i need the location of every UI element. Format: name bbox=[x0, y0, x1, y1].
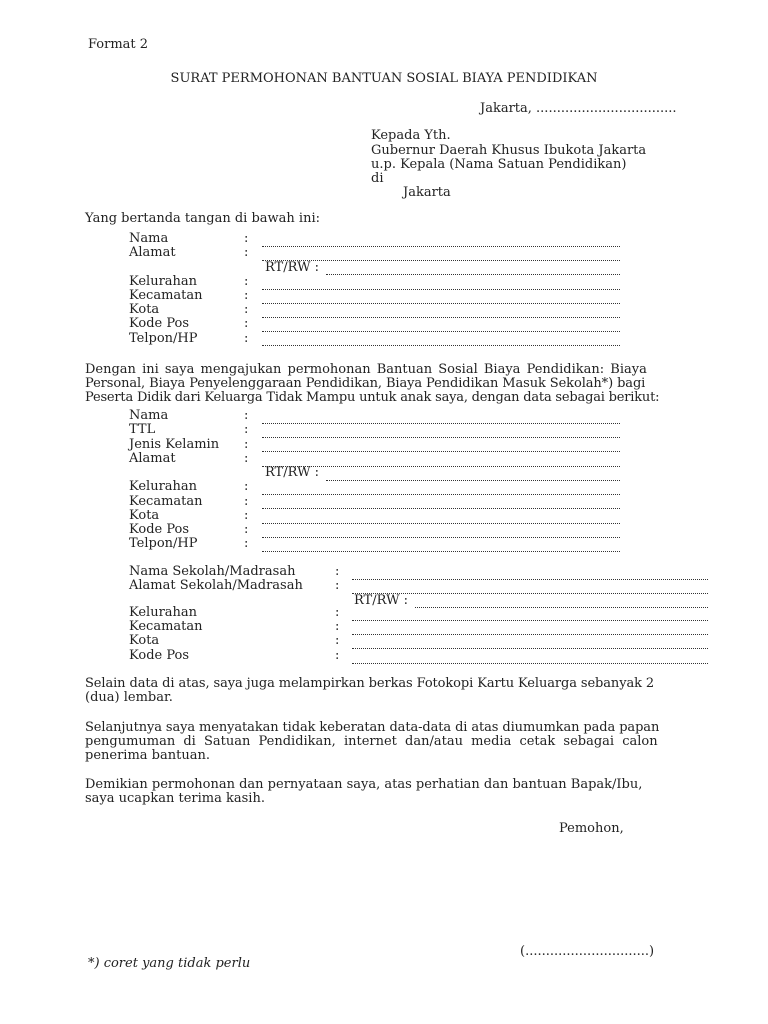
request-line-2: Personal, Biaya Penyelenggaraan Pendidikan, Biaya Pendidikan Masuk Sekolah*) bagi bbox=[85, 376, 646, 391]
applicant-kelurahan-label: Kelurahan bbox=[129, 274, 198, 289]
field-colon: : bbox=[244, 331, 249, 346]
recipient-line-5: Jakarta bbox=[403, 185, 451, 200]
school-kota-field[interactable] bbox=[352, 648, 708, 649]
school-name-field[interactable] bbox=[352, 579, 708, 580]
consent-line-3: penerima bantuan. bbox=[85, 748, 210, 763]
field-colon: : bbox=[335, 619, 340, 634]
recipient-line-2: Gubernur Daerah Khusus Ibukota Jakarta bbox=[371, 143, 647, 158]
school-address-label: Alamat Sekolah/Madrasah bbox=[129, 578, 303, 593]
student-jenis-kelamin-field[interactable] bbox=[262, 451, 620, 452]
consent-line-1: Selanjutnya saya menyatakan tidak keberatan data-data di atas diumumkan pada papan bbox=[85, 720, 660, 735]
applicant-kota-field[interactable] bbox=[262, 317, 620, 318]
applicant-rtrw-label: RT/RW : bbox=[265, 260, 319, 275]
student-telpon-field[interactable] bbox=[262, 551, 620, 552]
school-kota-label: Kota bbox=[129, 633, 160, 648]
student-kecamatan-label: Kecamatan bbox=[129, 494, 203, 509]
school-kodepos-field[interactable] bbox=[352, 663, 708, 664]
student-kota-field[interactable] bbox=[262, 523, 620, 524]
format-label: Format 2 bbox=[88, 37, 149, 52]
applicant-kodepos-label: Kode Pos bbox=[129, 316, 190, 331]
applicant-kelurahan-field[interactable] bbox=[262, 289, 620, 290]
field-colon: : bbox=[244, 231, 249, 246]
school-name-label: Nama Sekolah/Madrasah bbox=[129, 564, 296, 579]
field-colon: : bbox=[244, 422, 249, 437]
applicant-telpon-label: Telpon/HP bbox=[129, 331, 198, 346]
intro-text: Yang bertanda tangan di bawah ini: bbox=[85, 211, 320, 226]
student-rtrw-label: RT/RW : bbox=[265, 465, 319, 480]
attachment-line-1: Selain data di atas, saya juga melampirkan berkas Fotokopi Kartu Keluarga sebanyak 2 bbox=[85, 676, 655, 691]
field-colon: : bbox=[335, 605, 340, 620]
applicant-nama-field[interactable] bbox=[262, 246, 620, 247]
school-kodepos-label: Kode Pos bbox=[129, 648, 190, 663]
applicant-nama-label: Nama bbox=[129, 231, 169, 246]
field-colon: : bbox=[244, 522, 249, 537]
field-colon: : bbox=[244, 274, 249, 289]
closing-line-1: Demikian permohonan dan pernyataan saya, atas perhatian dan bantuan Bapak/Ibu, bbox=[85, 777, 643, 792]
school-kelurahan-label: Kelurahan bbox=[129, 605, 198, 620]
school-kelurahan-field[interactable] bbox=[352, 620, 708, 621]
field-colon: : bbox=[244, 508, 249, 523]
student-kelurahan-label: Kelurahan bbox=[129, 479, 198, 494]
consent-line-2: pengumuman di Satuan Pendidikan, internet dan/atau media cetak sebagai calon bbox=[85, 734, 658, 749]
date-line: Jakarta, .................................. bbox=[480, 101, 677, 116]
field-colon: : bbox=[335, 648, 340, 663]
field-colon: : bbox=[244, 245, 249, 260]
recipient-line-4: di bbox=[371, 171, 384, 186]
school-kecamatan-field[interactable] bbox=[352, 634, 708, 635]
applicant-rtrw-field[interactable] bbox=[326, 274, 620, 275]
footnote: *) coret yang tidak perlu bbox=[88, 956, 251, 971]
request-line-3: Peserta Didik dari Keluarga Tidak Mampu untuk anak saya, dengan data sebagai berikut: bbox=[85, 390, 660, 405]
field-colon: : bbox=[335, 564, 340, 579]
field-colon: : bbox=[244, 302, 249, 317]
field-colon: : bbox=[244, 316, 249, 331]
student-ttl-label: TTL bbox=[129, 422, 156, 437]
student-alamat-label: Alamat bbox=[129, 451, 176, 466]
signature-line: (..............................) bbox=[520, 944, 655, 959]
student-rtrw-field[interactable] bbox=[326, 480, 620, 481]
field-colon: : bbox=[244, 479, 249, 494]
field-colon: : bbox=[244, 437, 249, 452]
student-kecamatan-field[interactable] bbox=[262, 508, 620, 509]
field-colon: : bbox=[244, 288, 249, 303]
school-rtrw-field[interactable] bbox=[415, 607, 708, 608]
applicant-alamat-label: Alamat bbox=[129, 245, 176, 260]
student-telpon-label: Telpon/HP bbox=[129, 536, 198, 551]
applicant-telpon-field[interactable] bbox=[262, 345, 620, 346]
document-title: SURAT PERMOHONAN BANTUAN SOSIAL BIAYA PENDIDIKAN bbox=[170, 71, 598, 86]
recipient-line-3: u.p. Kepala (Nama Satuan Pendidikan) bbox=[371, 157, 627, 172]
recipient-line-1: Kepada Yth. bbox=[371, 128, 451, 143]
student-nama-field[interactable] bbox=[262, 423, 620, 424]
student-kodepos-field[interactable] bbox=[262, 537, 620, 538]
field-colon: : bbox=[244, 451, 249, 466]
request-line-1: Dengan ini saya mengajukan permohonan Bantuan Sosial Biaya Pendidikan: Biaya bbox=[85, 362, 647, 377]
school-kecamatan-label: Kecamatan bbox=[129, 619, 203, 634]
field-colon: : bbox=[244, 408, 249, 423]
field-colon: : bbox=[335, 633, 340, 648]
applicant-kecamatan-label: Kecamatan bbox=[129, 288, 203, 303]
field-colon: : bbox=[335, 578, 340, 593]
student-kelurahan-field[interactable] bbox=[262, 494, 620, 495]
applicant-kodepos-field[interactable] bbox=[262, 331, 620, 332]
student-kodepos-label: Kode Pos bbox=[129, 522, 190, 537]
student-kota-label: Kota bbox=[129, 508, 160, 523]
signature-label: Pemohon, bbox=[559, 821, 624, 836]
attachment-line-2: (dua) lembar. bbox=[85, 690, 173, 705]
student-jenis-kelamin-label: Jenis Kelamin bbox=[129, 437, 220, 452]
field-colon: : bbox=[244, 494, 249, 509]
closing-line-2: saya ucapkan terima kasih. bbox=[85, 791, 265, 806]
school-rtrw-label: RT/RW : bbox=[354, 593, 408, 608]
applicant-kota-label: Kota bbox=[129, 302, 160, 317]
student-nama-label: Nama bbox=[129, 408, 169, 423]
student-ttl-field[interactable] bbox=[262, 437, 620, 438]
field-colon: : bbox=[244, 536, 249, 551]
applicant-kecamatan-field[interactable] bbox=[262, 303, 620, 304]
